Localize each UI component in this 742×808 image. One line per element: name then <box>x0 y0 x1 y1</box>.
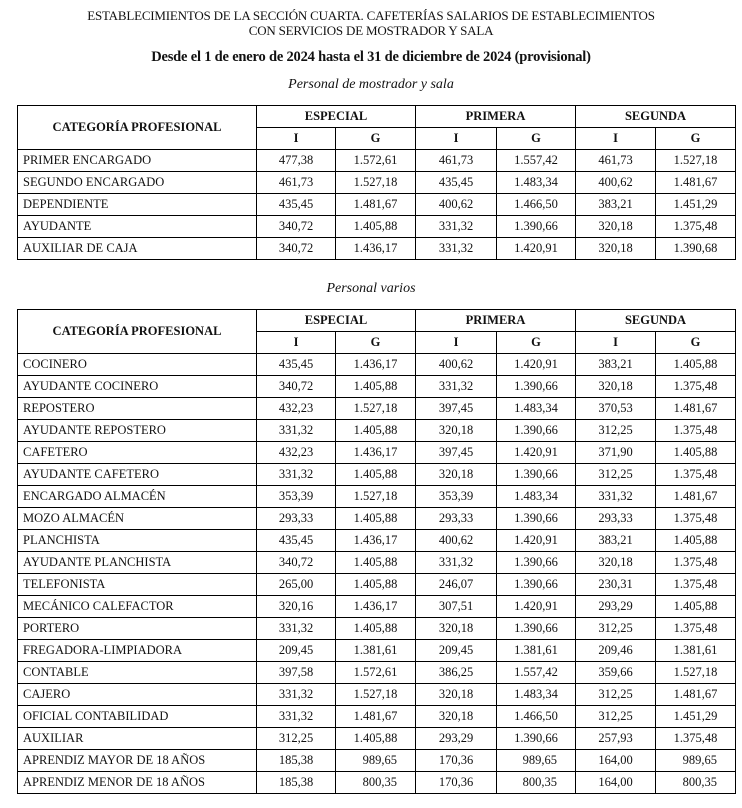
category-name-cell: ENCARGADO ALMACÉN <box>18 486 257 508</box>
salary-value-cell: 293,33 <box>576 508 656 530</box>
salary-value-cell: 461,73 <box>576 150 656 172</box>
salary-value-cell: 1.481,67 <box>336 194 416 216</box>
table-row <box>18 150 736 172</box>
category-name-cell: AUXILIAR DE CAJA <box>18 238 257 260</box>
salary-value-cell: 1.375,48 <box>656 574 736 596</box>
salary-value-cell: 185,38 <box>257 772 336 794</box>
salary-value-cell: 307,51 <box>416 596 497 618</box>
salary-value-cell: 331,32 <box>257 464 336 486</box>
table-row <box>18 354 736 376</box>
category-name-cell: AYUDANTE COCINERO <box>18 376 257 398</box>
column-subheader-i: I <box>416 332 497 354</box>
category-name-cell: DEPENDIENTE <box>18 194 257 216</box>
category-name-cell: APRENDIZ MAYOR DE 18 AÑOS <box>18 750 257 772</box>
salary-value-cell: 312,25 <box>576 618 656 640</box>
salary-value-cell: 1.375,48 <box>656 618 736 640</box>
salary-value-cell: 1.375,48 <box>656 552 736 574</box>
salary-value-cell: 164,00 <box>576 772 656 794</box>
salary-value-cell: 1.390,66 <box>497 508 576 530</box>
table-row <box>18 420 736 442</box>
category-name-cell: AYUDANTE REPOSTERO <box>18 420 257 442</box>
salary-value-cell: 1.572,61 <box>336 662 416 684</box>
column-group-segunda: SEGUNDA <box>576 310 736 332</box>
category-name-cell: FREGADORA-LIMPIADORA <box>18 640 257 662</box>
salary-value-cell: 1.390,66 <box>497 464 576 486</box>
salary-value-cell: 293,29 <box>416 728 497 750</box>
salary-value-cell: 320,18 <box>576 238 656 260</box>
salary-value-cell: 1.420,91 <box>497 238 576 260</box>
salary-value-cell: 320,18 <box>416 684 497 706</box>
section-title-mostrador: Personal de mostrador y sala <box>288 77 454 92</box>
column-subheader-g: G <box>656 128 736 150</box>
salary-value-cell: 230,31 <box>576 574 656 596</box>
salary-value-cell: 1.527,18 <box>656 150 736 172</box>
column-group-especial: ESPECIAL <box>257 310 416 332</box>
salary-value-cell: 331,32 <box>257 420 336 442</box>
salary-value-cell: 312,25 <box>576 420 656 442</box>
table-row <box>18 574 736 596</box>
salary-value-cell: 800,35 <box>336 772 416 794</box>
salary-value-cell: 1.405,88 <box>336 376 416 398</box>
table-row <box>18 684 736 706</box>
table-row <box>18 376 736 398</box>
salary-value-cell: 331,32 <box>416 216 497 238</box>
table-row <box>18 772 736 794</box>
salary-value-cell: 1.420,91 <box>497 354 576 376</box>
column-group-segunda: SEGUNDA <box>576 106 736 128</box>
salary-value-cell: 1.405,88 <box>336 552 416 574</box>
salary-value-cell: 1.436,17 <box>336 442 416 464</box>
salary-value-cell: 432,23 <box>257 442 336 464</box>
salary-value-cell: 400,62 <box>416 354 497 376</box>
category-name-cell: AYUDANTE CAFETERO <box>18 464 257 486</box>
header-row-groups <box>18 106 736 128</box>
salary-value-cell: 1.481,67 <box>656 398 736 420</box>
salary-value-cell: 432,23 <box>257 398 336 420</box>
column-subheader-i: I <box>416 128 497 150</box>
salary-value-cell: 1.405,88 <box>336 216 416 238</box>
salary-value-cell: 320,18 <box>416 706 497 728</box>
salary-value-cell: 1.405,88 <box>336 464 416 486</box>
table-row <box>18 194 736 216</box>
salary-value-cell: 312,25 <box>576 706 656 728</box>
salary-value-cell: 370,53 <box>576 398 656 420</box>
period-heading: Desde el 1 de enero de 2024 hasta el 31 de diciembre de 2024 (provisional) <box>151 49 591 65</box>
category-name-cell: COCINERO <box>18 354 257 376</box>
table-row <box>18 442 736 464</box>
salary-value-cell: 800,35 <box>656 772 736 794</box>
salary-value-cell: 331,32 <box>416 238 497 260</box>
column-subheader-g: G <box>336 128 416 150</box>
salary-value-cell: 1.481,67 <box>336 706 416 728</box>
salary-value-cell: 340,72 <box>257 216 336 238</box>
salary-value-cell: 1.405,88 <box>656 596 736 618</box>
salary-value-cell: 293,33 <box>257 508 336 530</box>
salary-value-cell: 340,72 <box>257 552 336 574</box>
table-row <box>18 750 736 772</box>
table-row <box>18 728 736 750</box>
salary-value-cell: 383,21 <box>576 530 656 552</box>
salary-value-cell: 340,72 <box>257 238 336 260</box>
column-group-primera: PRIMERA <box>416 310 576 332</box>
salary-value-cell: 320,16 <box>257 596 336 618</box>
salary-value-cell: 320,18 <box>416 464 497 486</box>
column-subheader-i: I <box>576 128 656 150</box>
salary-value-cell: 1.527,18 <box>336 684 416 706</box>
salary-value-cell: 386,25 <box>416 662 497 684</box>
salary-value-cell: 1.375,48 <box>656 420 736 442</box>
salary-value-cell: 1.390,66 <box>497 618 576 640</box>
salary-value-cell: 320,18 <box>416 618 497 640</box>
table-row <box>18 464 736 486</box>
salary-value-cell: 1.375,48 <box>656 728 736 750</box>
salary-value-cell: 1.375,48 <box>656 464 736 486</box>
salary-value-cell: 1.481,67 <box>656 172 736 194</box>
salary-value-cell: 1.390,66 <box>497 574 576 596</box>
salary-value-cell: 209,45 <box>416 640 497 662</box>
category-name-cell: MOZO ALMACÉN <box>18 508 257 530</box>
salary-value-cell: 397,58 <box>257 662 336 684</box>
salary-value-cell: 209,45 <box>257 640 336 662</box>
salary-value-cell: 1.375,48 <box>656 216 736 238</box>
salary-value-cell: 1.420,91 <box>497 596 576 618</box>
salary-value-cell: 353,39 <box>416 486 497 508</box>
salary-value-cell: 400,62 <box>576 172 656 194</box>
document-title-line-2: CON SERVICIOS DE MOSTRADOR Y SALA <box>248 23 494 38</box>
column-subheader-i: I <box>257 332 336 354</box>
salary-value-cell: 1.557,42 <box>497 150 576 172</box>
salary-value-cell: 331,32 <box>257 706 336 728</box>
salary-value-cell: 989,65 <box>336 750 416 772</box>
salary-value-cell: 461,73 <box>416 150 497 172</box>
category-name-cell: AYUDANTE <box>18 216 257 238</box>
salary-value-cell: 246,07 <box>416 574 497 596</box>
table-row <box>18 596 736 618</box>
salary-value-cell: 1.405,88 <box>336 574 416 596</box>
salary-value-cell: 1.527,18 <box>336 172 416 194</box>
salary-value-cell: 293,33 <box>416 508 497 530</box>
category-name-cell: OFICIAL CONTABILIDAD <box>18 706 257 728</box>
document-title-line-1: ESTABLECIMIENTOS DE LA SECCIÓN CUARTA. CAFETERÍAS SALARIOS DE ESTABLECIMIENTOS <box>87 8 655 23</box>
salary-value-cell: 331,32 <box>416 376 497 398</box>
salary-value-cell: 1.405,88 <box>336 420 416 442</box>
salary-value-cell: 1.436,17 <box>336 354 416 376</box>
salary-value-cell: 1.390,66 <box>497 728 576 750</box>
category-name-cell: REPOSTERO <box>18 398 257 420</box>
column-header-category: CATEGORÍA PROFESIONAL <box>18 106 257 150</box>
category-name-cell: PRIMER ENCARGADO <box>18 150 257 172</box>
salary-value-cell: 397,45 <box>416 398 497 420</box>
salary-value-cell: 1.436,17 <box>336 596 416 618</box>
column-group-especial: ESPECIAL <box>257 106 416 128</box>
salary-value-cell: 1.557,42 <box>497 662 576 684</box>
salary-value-cell: 1.405,88 <box>656 442 736 464</box>
salary-value-cell: 1.405,88 <box>336 508 416 530</box>
table-row <box>18 172 736 194</box>
category-name-cell: AYUDANTE PLANCHISTA <box>18 552 257 574</box>
salary-value-cell: 164,00 <box>576 750 656 772</box>
table-row <box>18 640 736 662</box>
salary-value-cell: 1.527,18 <box>656 662 736 684</box>
salary-value-cell: 1.483,34 <box>497 684 576 706</box>
salary-value-cell: 1.527,18 <box>336 486 416 508</box>
category-name-cell: TELEFONISTA <box>18 574 257 596</box>
salary-value-cell: 257,93 <box>576 728 656 750</box>
salary-value-cell: 400,62 <box>416 530 497 552</box>
table-row <box>18 398 736 420</box>
salary-value-cell: 1.390,66 <box>497 376 576 398</box>
table-row <box>18 618 736 640</box>
salary-value-cell: 209,46 <box>576 640 656 662</box>
salary-value-cell: 1.405,88 <box>656 530 736 552</box>
header-row-groups <box>18 310 736 332</box>
category-name-cell: AUXILIAR <box>18 728 257 750</box>
salary-value-cell: 1.381,61 <box>336 640 416 662</box>
category-name-cell: CAFETERO <box>18 442 257 464</box>
salary-value-cell: 170,36 <box>416 772 497 794</box>
category-name-cell: SEGUNDO ENCARGADO <box>18 172 257 194</box>
salary-value-cell: 1.451,29 <box>656 194 736 216</box>
table-row <box>18 216 736 238</box>
salary-value-cell: 1.466,50 <box>497 194 576 216</box>
salary-value-cell: 1.390,66 <box>497 420 576 442</box>
salary-value-cell: 265,00 <box>257 574 336 596</box>
salary-value-cell: 1.451,29 <box>656 706 736 728</box>
salary-value-cell: 1.436,17 <box>336 238 416 260</box>
table-row <box>18 530 736 552</box>
column-subheader-i: I <box>576 332 656 354</box>
table-row <box>18 706 736 728</box>
salary-value-cell: 989,65 <box>656 750 736 772</box>
salary-value-cell: 1.390,66 <box>497 552 576 574</box>
salary-value-cell: 353,39 <box>257 486 336 508</box>
salary-value-cell: 1.405,88 <box>336 728 416 750</box>
salary-value-cell: 435,45 <box>416 172 497 194</box>
salary-value-cell: 185,38 <box>257 750 336 772</box>
salary-value-cell: 312,25 <box>576 464 656 486</box>
table-row <box>18 508 736 530</box>
salary-value-cell: 1.405,88 <box>336 618 416 640</box>
salary-value-cell: 383,21 <box>576 194 656 216</box>
table-row <box>18 552 736 574</box>
category-name-cell: MECÁNICO CALEFACTOR <box>18 596 257 618</box>
salary-value-cell: 331,32 <box>576 486 656 508</box>
salary-value-cell: 397,45 <box>416 442 497 464</box>
salary-value-cell: 320,18 <box>416 420 497 442</box>
salary-value-cell: 1.527,18 <box>336 398 416 420</box>
salary-value-cell: 400,62 <box>416 194 497 216</box>
salary-value-cell: 1.375,48 <box>656 376 736 398</box>
table-row <box>18 238 736 260</box>
salary-value-cell: 1.481,67 <box>656 486 736 508</box>
salary-value-cell: 320,18 <box>576 376 656 398</box>
section-title-varios: Personal varios <box>326 281 416 296</box>
salary-value-cell: 435,45 <box>257 354 336 376</box>
salary-value-cell: 1.483,34 <box>497 486 576 508</box>
salary-value-cell: 1.483,34 <box>497 398 576 420</box>
salary-value-cell: 1.572,61 <box>336 150 416 172</box>
salary-value-cell: 1.381,61 <box>497 640 576 662</box>
column-header-category: CATEGORÍA PROFESIONAL <box>18 310 257 354</box>
column-subheader-g: G <box>656 332 736 354</box>
salary-value-cell: 1.420,91 <box>497 442 576 464</box>
category-name-cell: CAJERO <box>18 684 257 706</box>
column-group-primera: PRIMERA <box>416 106 576 128</box>
salary-value-cell: 331,32 <box>257 684 336 706</box>
salary-value-cell: 1.390,66 <box>497 216 576 238</box>
table-row <box>18 486 736 508</box>
salary-value-cell: 1.390,68 <box>656 238 736 260</box>
salary-value-cell: 1.405,88 <box>656 354 736 376</box>
salary-value-cell: 331,32 <box>257 618 336 640</box>
column-subheader-i: I <box>257 128 336 150</box>
salary-value-cell: 312,25 <box>257 728 336 750</box>
salary-value-cell: 312,25 <box>576 684 656 706</box>
salary-value-cell: 435,45 <box>257 194 336 216</box>
table-row <box>18 662 736 684</box>
salary-value-cell: 170,36 <box>416 750 497 772</box>
salary-value-cell: 1.420,91 <box>497 530 576 552</box>
salary-value-cell: 340,72 <box>257 376 336 398</box>
category-name-cell: PORTERO <box>18 618 257 640</box>
salary-value-cell: 1.481,67 <box>656 684 736 706</box>
salary-table-mostrador <box>17 105 736 260</box>
category-name-cell: APRENDIZ MENOR DE 18 AÑOS <box>18 772 257 794</box>
category-name-cell: CONTABLE <box>18 662 257 684</box>
column-subheader-g: G <box>497 128 576 150</box>
salary-value-cell: 477,38 <box>257 150 336 172</box>
category-name-cell: PLANCHISTA <box>18 530 257 552</box>
salary-value-cell: 1.436,17 <box>336 530 416 552</box>
salary-value-cell: 320,18 <box>576 552 656 574</box>
salary-value-cell: 320,18 <box>576 216 656 238</box>
salary-value-cell: 1.483,34 <box>497 172 576 194</box>
column-subheader-g: G <box>336 332 416 354</box>
salary-table-varios <box>17 309 736 794</box>
salary-value-cell: 371,90 <box>576 442 656 464</box>
salary-value-cell: 359,66 <box>576 662 656 684</box>
salary-value-cell: 1.466,50 <box>497 706 576 728</box>
salary-value-cell: 383,21 <box>576 354 656 376</box>
salary-value-cell: 293,29 <box>576 596 656 618</box>
column-subheader-g: G <box>497 332 576 354</box>
salary-value-cell: 435,45 <box>257 530 336 552</box>
salary-value-cell: 1.381,61 <box>656 640 736 662</box>
salary-value-cell: 1.375,48 <box>656 508 736 530</box>
salary-value-cell: 989,65 <box>497 750 576 772</box>
salary-value-cell: 800,35 <box>497 772 576 794</box>
salary-value-cell: 461,73 <box>257 172 336 194</box>
salary-value-cell: 331,32 <box>416 552 497 574</box>
